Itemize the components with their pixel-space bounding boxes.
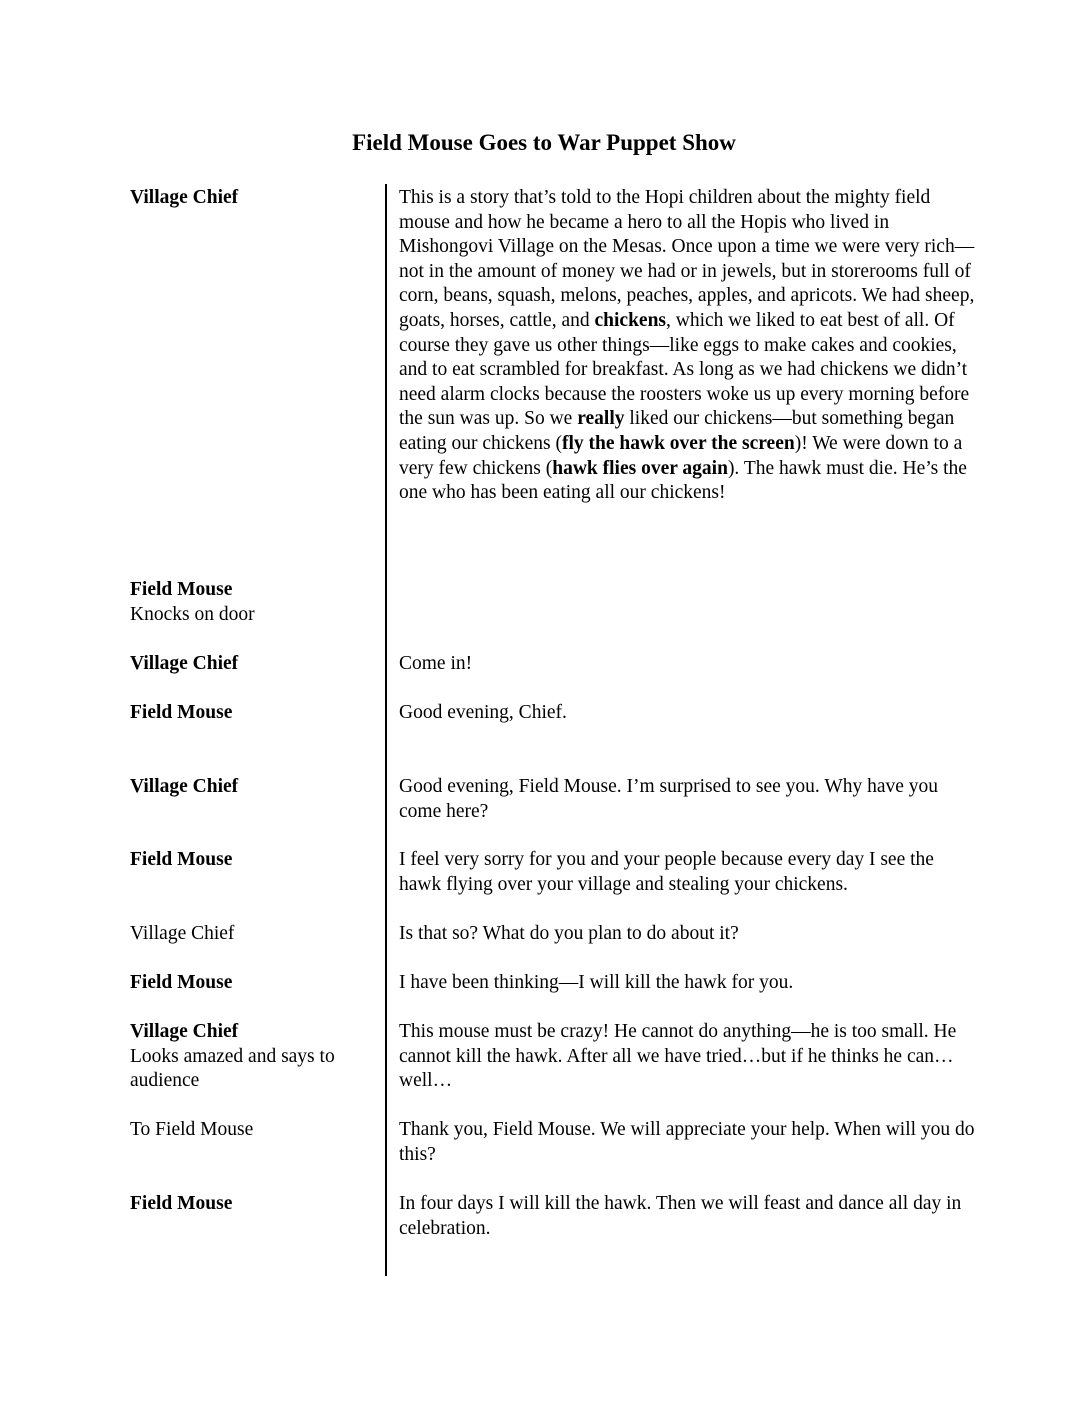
- speaker-cell: [130, 848, 375, 873]
- stage-direction: To Field Mouse: [130, 1119, 254, 1140]
- speaker-name: Village Chief: [130, 776, 239, 797]
- dialogue-text: I have been thinking—I will kill the hawk for you.: [399, 972, 794, 993]
- dialogue-text: Good evening, Field Mouse. I’m surprised to see you. Why have you come here?: [399, 776, 939, 822]
- dialogue-text: Is that so? What do you plan to do about it?: [399, 923, 739, 944]
- dialogue-line: [399, 848, 979, 897]
- dialogue-text: I feel very sorry for you and your people because every day I see the hawk flying over your village and stealing your chickens.: [399, 849, 934, 895]
- dialogue-line: [399, 1020, 979, 1094]
- speaker-name: Field Mouse: [130, 702, 233, 723]
- speaker-name: Field Mouse: [130, 972, 233, 993]
- dialogue-text: This is a story that’s told to the Hopi children about the mighty field mouse and how he became a hero to all the Hopis who lived in Mishongovi Village on the Mesas. Once upon a time we were very rich—not in the amount of money we had or in jewels, but in storerooms full of corn, beans, squash, melons, peaches, apples, and apricots. We had sheep, goats, horses, cattle, and: [399, 187, 975, 331]
- stage-direction: Knocks on door: [130, 603, 255, 625]
- speaker-cell: [130, 971, 375, 996]
- speaker-cell: [130, 922, 375, 947]
- page-title: Field Mouse Goes to War Puppet Show: [352, 130, 736, 155]
- dialogue-text: liked our chickens—but something began eating our chickens (: [399, 408, 955, 454]
- dialogue-text: Good evening, Chief.: [399, 702, 567, 723]
- dialogue-text: , which we liked to eat best of all. Of course they gave us other things—like eggs to make cakes and cookies, and to eat scrambled for breakfast. As long as we had chickens we didn’t need alarm clocks because the roosters woke us up every morning before the sun was up. So we: [399, 309, 970, 430]
- speaker-name: Field Mouse: [130, 849, 233, 870]
- emphasis-text: really: [577, 408, 625, 430]
- speaker-cell: [130, 578, 375, 627]
- dialogue-line: [399, 971, 979, 996]
- dialogue-text: Come in!: [399, 653, 473, 674]
- dialogue-line: [399, 1118, 979, 1167]
- speaker-cell: [130, 701, 375, 726]
- dialogue-line: [399, 652, 979, 677]
- emphasis-text: hawk flies over again: [552, 457, 728, 479]
- dialogue-text: )! We were down to a very few chickens (: [399, 432, 963, 479]
- emphasis-text: fly the hawk over the screen: [561, 432, 795, 454]
- speaker-cell: [130, 775, 375, 800]
- dialogue-text: In four days I will kill the hawk. Then we will feast and dance all day in celebration.: [399, 1193, 962, 1239]
- speaker-name: Village Chief: [130, 187, 239, 208]
- speaker-cell: [130, 1192, 375, 1217]
- dialogue-line: [399, 701, 979, 726]
- dialogue-line: [399, 1192, 979, 1241]
- speaker-name: Village Chief: [130, 1021, 239, 1042]
- dialogue-text: Thank you, Field Mouse. We will appreciate your help. When will you do this?: [399, 1119, 975, 1165]
- stage-direction: Looks amazed and says to audience: [130, 1045, 335, 1092]
- dialogue-line: [399, 922, 979, 947]
- speaker-name: Village Chief: [130, 653, 239, 674]
- speaker-cell: [130, 186, 375, 211]
- speaker-name: Village Chief: [130, 923, 235, 944]
- dialogue-line: [399, 775, 979, 824]
- speaker-cell: [130, 652, 375, 677]
- dialogue-text: This mouse must be crazy! He cannot do anything—he is too small. He cannot kill the hawk. After all we have tried…but if he thinks he can…well…: [399, 1021, 957, 1092]
- dialogue-text: ). The hawk must die. He’s the one who has been eating all our chickens!: [399, 457, 967, 504]
- emphasis-text: chickens: [594, 309, 667, 331]
- speaker-name: Field Mouse: [130, 1193, 233, 1214]
- dialogue-line: [399, 186, 979, 506]
- speaker-cell: [130, 1020, 375, 1094]
- speaker-name: Field Mouse: [130, 579, 233, 600]
- speaker-cell: [130, 1118, 375, 1143]
